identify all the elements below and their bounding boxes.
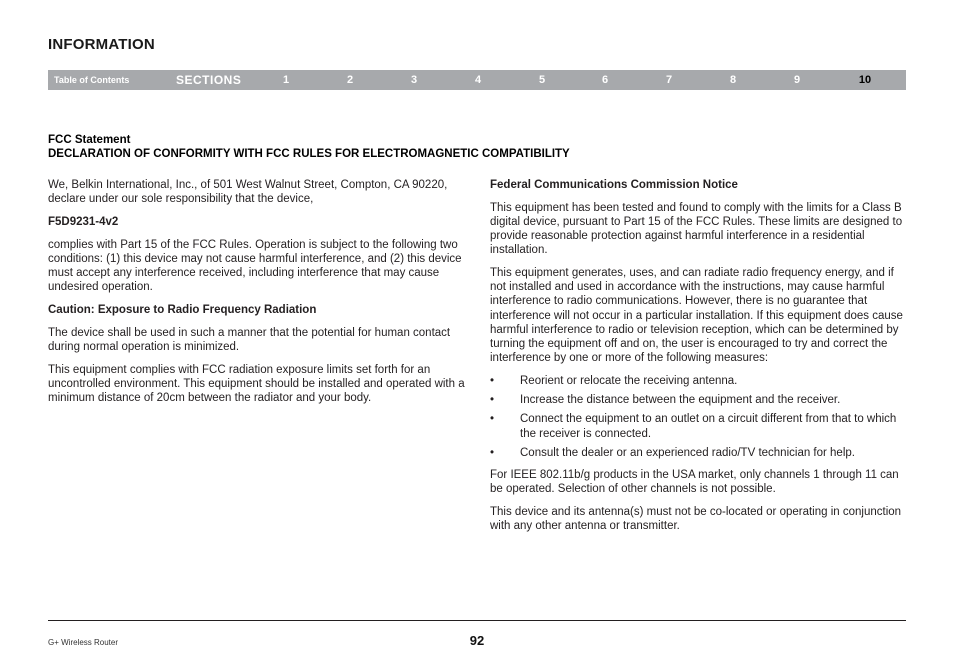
usage-paragraph: The device shall be used in such a manner that the potential for human contact during normal operation is minimized. [48, 326, 451, 353]
section-link-7[interactable]: 7 [665, 74, 673, 86]
section-link-3[interactable]: 3 [410, 74, 418, 86]
list-item [490, 374, 910, 388]
antenna-paragraph: This device and its antenna(s) must not be co-located or operating in conjunction with any other antenna or transmitter. [490, 505, 902, 533]
bullet-icon: • [490, 374, 495, 387]
page-number: 92 [469, 633, 485, 648]
exposure-paragraph: This equipment complies with FCC radiation exposure limits set forth for an uncontrolled environment. This equipment should be installed and operated with a minimum distance of 20cm between the radiator and your body. [48, 363, 465, 404]
footer-product-name: G+ Wireless Router [48, 638, 119, 647]
footer-divider [48, 620, 906, 621]
list-item-text: Connect the equipment to an outlet on a circuit different from that to which the receiver is connected. [520, 413, 897, 440]
channels-paragraph: For IEEE 802.11b/g products in the USA market, only channels 1 through 11 can be operated. Selection of other channels is not possible. [490, 468, 899, 496]
bullet-icon: • [490, 413, 495, 426]
section-link-9[interactable]: 9 [793, 74, 801, 86]
section-link-5[interactable]: 5 [538, 74, 546, 86]
section-link-6[interactable]: 6 [601, 74, 609, 86]
list-item [490, 393, 910, 407]
list-item-text: Increase the distance between the equipment and the receiver. [520, 394, 841, 407]
left-column [48, 178, 468, 414]
section-link-1[interactable]: 1 [282, 74, 290, 86]
list-item [490, 412, 910, 440]
page-section-title: INFORMATION [48, 36, 155, 53]
list-item [490, 446, 910, 460]
list-item-text: Reorient or relocate the receiving antenna. [520, 374, 738, 387]
caution-heading: Caution: Exposure to Radio Frequency Radiation [48, 303, 317, 316]
section-nav-bar [48, 70, 906, 90]
section-link-10-active[interactable]: 10 [858, 74, 872, 86]
sections-label: SECTIONS [176, 73, 242, 87]
fcc-statement-heading: FCC Statement [48, 134, 131, 146]
compliance-paragraph: complies with Part 15 of the FCC Rules. Operation is subject to the following two conditions: (1) this device may not cause harmful interference, and (2) this device must accept any interference received, including interference that may cause undesired operation. [48, 238, 462, 294]
declaration-heading: DECLARATION OF CONFORMITY WITH FCC RULES FOR ELECTROMAGNETIC COMPATIBILITY [48, 148, 570, 160]
section-link-4[interactable]: 4 [474, 74, 482, 86]
declaration-paragraph: We, Belkin International, Inc., of 501 West Walnut Street, Compton, CA 90220, declare under our sole responsibility that the device, [48, 179, 448, 206]
bullet-icon: • [490, 394, 495, 407]
section-link-8[interactable]: 8 [729, 74, 737, 86]
measures-list [490, 374, 910, 460]
table-of-contents-link[interactable]: Table of Contents [54, 75, 130, 85]
right-column [490, 178, 910, 542]
fcc-notice-heading: Federal Communications Commission Notice [490, 179, 738, 191]
model-number: F5D9231-4v2 [48, 215, 119, 228]
tested-paragraph: This equipment has been tested and found to comply with the limits for a Class B digital device, pursuant to Part 15 of the FCC Rules. These limits are designed to provide reasonable protection against harmful interference in a residential installation. [490, 201, 903, 257]
section-link-2[interactable]: 2 [346, 74, 354, 86]
bullet-icon: • [490, 446, 495, 459]
interference-paragraph: This equipment generates, uses, and can radiate radio frequency energy, and if not installed and used in accordance with the instructions, may cause harmful interference to radio communications. However, there is no guarantee that interference will not occur in a particular installation. If this equipment does cause harmful interference to radio or television reception, which can be determined by turning the equipment off and on, the user is encouraged to try and correct the interference by one or more of the following measures: [490, 267, 903, 365]
list-item-text: Consult the dealer or an experienced radio/TV technician for help. [520, 446, 855, 459]
